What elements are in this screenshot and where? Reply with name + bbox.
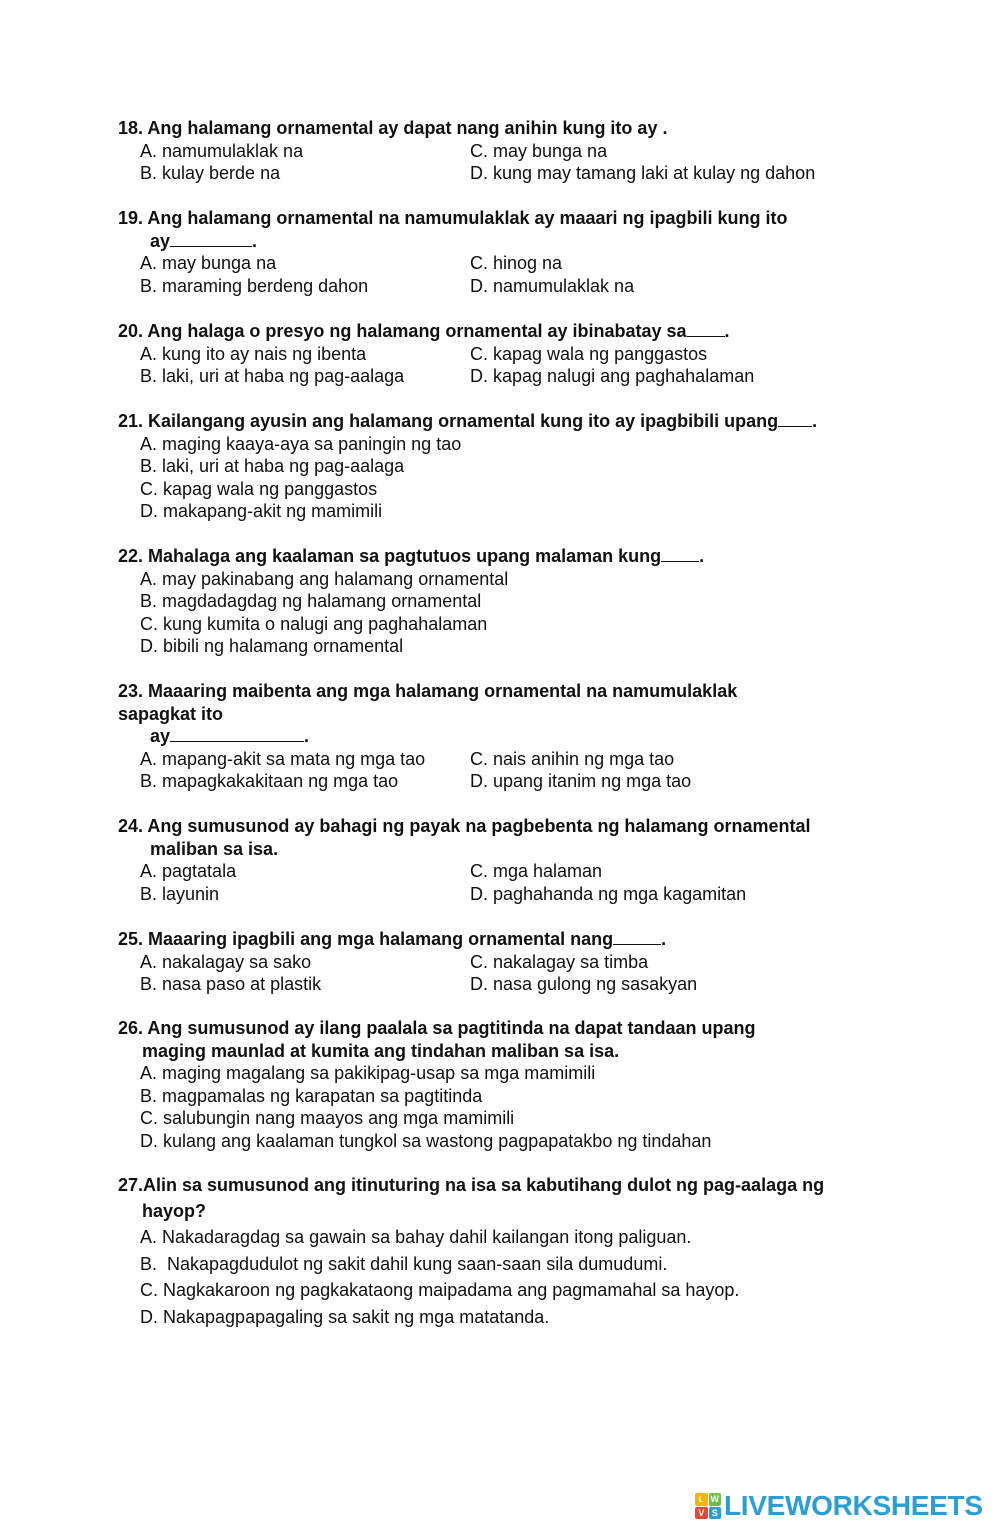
option-b: B. Nakapagdudulot ng sakit dahil kung saan-saan sila dumudumi. xyxy=(140,1253,668,1274)
option-a: A. Nakadaragdag sa gawain sa bahay dahil kailangan itong paliguan. xyxy=(140,1227,692,1247)
option-d: D. Nakapagpapagaling sa sakit ng mga matatanda. xyxy=(140,1306,550,1327)
logo-text: LIVEWORKSHEETS xyxy=(724,1490,983,1521)
question-19 xyxy=(118,207,908,297)
option-d: D. nasa gulong ng sasakyan xyxy=(470,974,698,994)
question-stem: 19. Ang halamang ornamental na namumulaklak ay maaari ng ipagbili kung ito ay . xyxy=(118,208,788,251)
answer-blank[interactable] xyxy=(170,725,304,742)
option-b: B. maraming berdeng dahon xyxy=(140,275,369,296)
question-20 xyxy=(118,320,908,388)
options xyxy=(118,860,908,905)
option-a: A. pagtatala xyxy=(140,861,237,881)
answer-blank[interactable] xyxy=(613,928,661,945)
option-a: A. maging magalang sa pakikipag-usap sa mga mamimili xyxy=(140,1063,596,1083)
options xyxy=(118,748,908,793)
option-b: B. nasa paso at plastik xyxy=(140,974,322,994)
option-a: A. may bunga na xyxy=(140,253,277,273)
option-b: B. magdadagdag ng halamang ornamental xyxy=(140,591,482,611)
option-b: B. kulay berde na xyxy=(140,163,281,183)
option-b: B. layunin xyxy=(140,883,220,904)
option-a: A. nakalagay sa sako xyxy=(140,951,312,972)
option-c: C. may bunga na xyxy=(470,140,608,161)
question-27 xyxy=(118,1172,908,1330)
question-stem: 25. Maaaring ipagbili ang mga halamang ornamental nang . xyxy=(118,929,667,949)
options xyxy=(118,568,908,658)
options xyxy=(118,1062,908,1152)
option-c: C. kung kumita o nalugi ang paghahalaman xyxy=(140,613,488,634)
answer-blank[interactable] xyxy=(170,230,252,247)
option-c: C. mga halaman xyxy=(470,861,603,881)
option-c: C. salubungin nang maayos ang mga mamimili xyxy=(140,1108,515,1128)
question-stem: 26. Ang sumusunod ay ilang paalala sa pagtitinda na dapat tandaan upang maging maunlad at kumita ang tindahan maliban sa isa. xyxy=(118,1018,756,1061)
question-stem: 23. Maaaring maibenta ang mga halamang ornamental na namumulaklak sapagkat ito ay . xyxy=(118,681,738,746)
option-c: C. nais anihin ng mga tao xyxy=(470,748,675,769)
question-18 xyxy=(118,117,908,185)
option-d: D. kung may tamang laki at kulay ng dahon xyxy=(470,163,816,183)
option-a: A. may pakinabang ang halamang ornamental xyxy=(140,568,509,589)
option-d: D. upang itanim ng mga tao xyxy=(470,771,692,791)
option-d: D. bibili ng halamang ornamental xyxy=(140,636,404,656)
options xyxy=(118,1224,908,1330)
option-d: D. kulang ang kaalaman tungkol sa wastong pagpapatakbo ng tindahan xyxy=(140,1130,712,1151)
question-stem: 21. Kailangang ayusin ang halamang ornamental kung ito ay ipagbibili upang . xyxy=(118,411,818,431)
question-stem: 22. Mahalaga ang kaalaman sa pagtutuos upang malaman kung . xyxy=(118,546,705,566)
option-a: A. namumulaklak na xyxy=(140,140,304,161)
answer-blank[interactable] xyxy=(661,545,699,562)
option-c: C. kapag wala ng panggastos xyxy=(470,343,708,364)
option-b: B. laki, uri at haba ng pag-aalaga xyxy=(140,366,405,386)
options xyxy=(118,140,908,185)
options xyxy=(118,433,908,523)
option-c: C. kapag wala ng panggastos xyxy=(140,478,378,499)
option-d: D. namumulaklak na xyxy=(470,275,635,296)
question-23 xyxy=(118,680,908,793)
options xyxy=(118,343,908,388)
option-b: B. mapagkakakitaan ng mga tao xyxy=(140,771,399,791)
option-a: A. maging kaaya-aya sa paningin ng tao xyxy=(140,433,462,454)
question-26 xyxy=(118,1017,908,1152)
question-stem: 27.Alin sa sumusunod ang itinuturing na isa sa kabutihang dulot ng pag-aalaga ng hayop? xyxy=(118,1175,825,1221)
options xyxy=(118,252,908,297)
option-d: D. kapag nalugi ang paghahalaman xyxy=(470,366,755,386)
answer-blank[interactable] xyxy=(778,410,812,427)
question-stem: 20. Ang halaga o presyo ng halamang ornamental ay ibinabatay sa . xyxy=(118,321,730,341)
options xyxy=(118,951,908,996)
answer-blank[interactable] xyxy=(687,320,725,337)
option-b: B. laki, uri at haba ng pag-aalaga xyxy=(140,456,405,476)
logo-mark-icon: L W V S xyxy=(695,1493,721,1519)
question-24 xyxy=(118,815,908,905)
option-d: D. paghahanda ng mga kagamitan xyxy=(470,883,747,904)
option-c: C. hinog na xyxy=(470,253,563,273)
question-22 xyxy=(118,545,908,658)
option-d: D. makapang-akit ng mamimili xyxy=(140,501,383,521)
question-25 xyxy=(118,928,908,996)
option-a: A. mapang-akit sa mata ng mga tao xyxy=(140,748,426,769)
question-21 xyxy=(118,410,908,523)
question-stem: 18. Ang halamang ornamental ay dapat nang anihin kung ito ay . xyxy=(118,118,668,138)
liveworksheets-logo xyxy=(695,1490,983,1522)
option-c: C. Nagkakaroon ng pagkakataong maipadama ang pagmamahal sa hayop. xyxy=(140,1280,740,1300)
question-stem: 24. Ang sumusunod ay bahagi ng payak na pagbebenta ng halamang ornamental maliban sa isa. xyxy=(118,816,811,859)
option-a: A. kung ito ay nais ng ibenta xyxy=(140,343,367,364)
option-c: C. nakalagay sa timba xyxy=(470,951,649,972)
option-b: B. magpamalas ng karapatan sa pagtitinda xyxy=(140,1085,483,1106)
